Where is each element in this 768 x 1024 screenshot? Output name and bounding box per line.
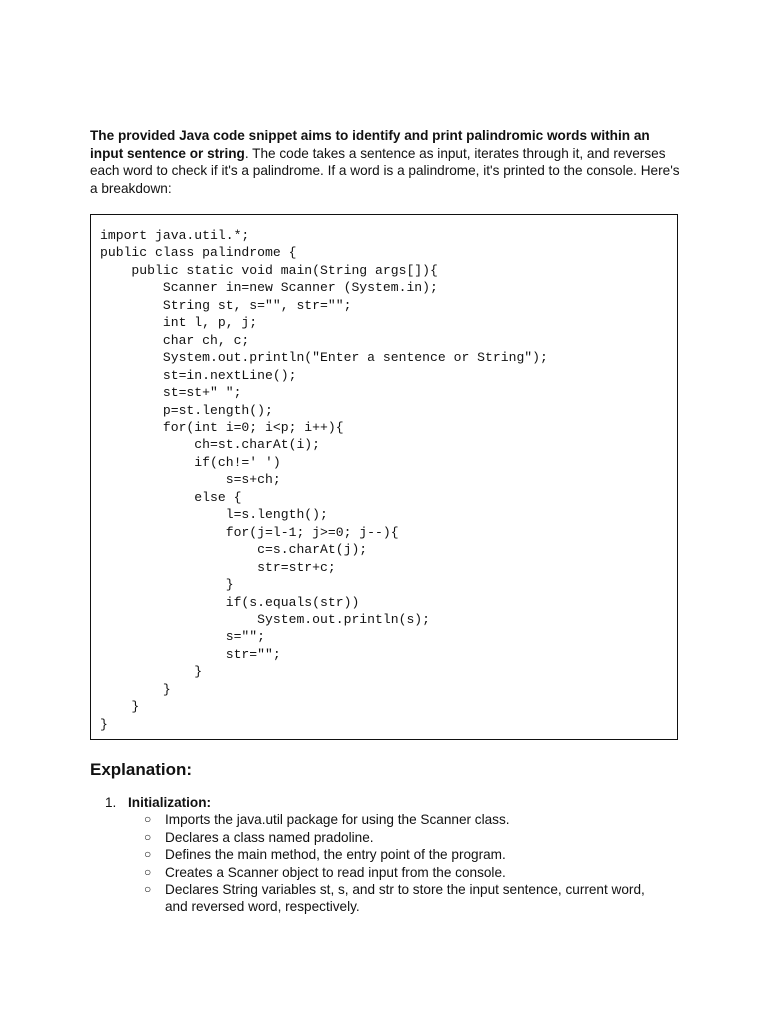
- bullet-item: [90, 846, 665, 863]
- bullet-text: Defines the main method, the entry point of the program.: [165, 847, 506, 863]
- intro-bold-text: The provided Java code snippet aims to identify and print palindromic words within an input sentence or string: [90, 128, 650, 161]
- code-block: [90, 214, 678, 740]
- explanation-list: [90, 794, 680, 916]
- intro-paragraph: [90, 127, 680, 197]
- circle-bullet-icon: ○: [144, 847, 152, 862]
- bullet-text: Imports the java.util package for using the Scanner class.: [165, 812, 510, 828]
- java-code: import java.util.*; public class palindrome { public static void main(String args[]){ Scanner in=new Scanner (System.in); String st, s="", str=""; int l, p, j; char ch, c; System.out.println("Enter a sentence or String"); st=in.nextLine(); st=st+" "; p=st.length(); for(int i=0; i<p; i++){ ch=st.charAt(i); if(ch!=' ') s=s+ch; else { l=s.length(); for(j=l-1; j>=0; j--){ c=s.charAt(j); str=str+c; } if(s.equals(str)) System.out.println(s); s=""; str=""; } } } }: [100, 228, 548, 732]
- bullet-text: Declares String variables st, s, and str to store the input sentence, current word, and reversed word, respectively.: [165, 882, 645, 915]
- circle-bullet-icon: ○: [144, 864, 152, 879]
- bullet-list: [90, 811, 680, 915]
- circle-bullet-icon: ○: [144, 882, 152, 897]
- circle-bullet-icon: ○: [144, 829, 152, 844]
- bullet-item: [90, 881, 665, 916]
- explanation-heading: Explanation:: [90, 760, 193, 779]
- bullet-item: [90, 864, 665, 881]
- circle-bullet-icon: ○: [144, 812, 152, 827]
- intro-text: . The code takes a sentence as input, iterates through it, and reverses each word to check if it's a palindrome. If a word is a palindrome, it's printed to the console. Here's a breakdown:: [90, 145, 680, 196]
- list-item-number: 1.: [105, 795, 117, 810]
- list-item-initialization: [90, 794, 680, 811]
- list-item-title: Initialization:: [128, 795, 212, 810]
- bullet-text: Declares a class named pradoline.: [165, 829, 374, 845]
- bullet-text: Creates a Scanner object to read input from the console.: [165, 864, 506, 880]
- bullet-item: [90, 811, 665, 828]
- bullet-item: [90, 829, 665, 846]
